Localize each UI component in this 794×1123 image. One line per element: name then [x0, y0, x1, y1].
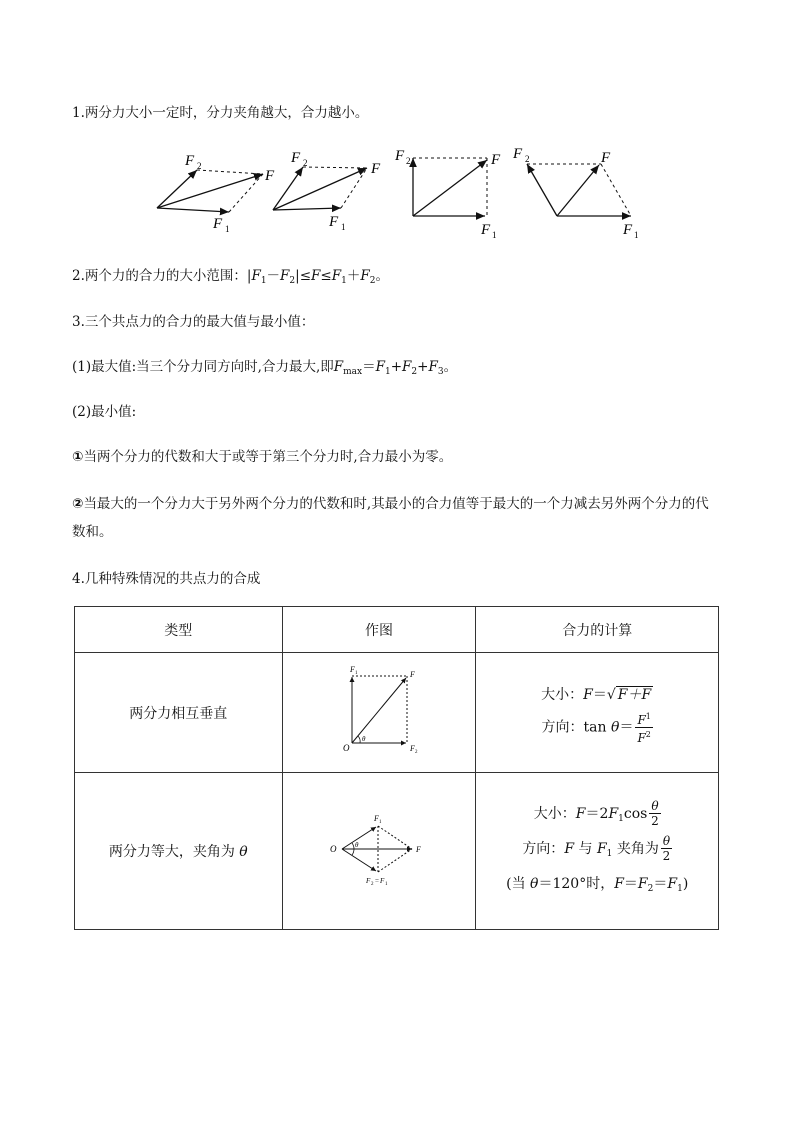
- min-case-2: ②当最大的一个分力大于另外两个分力的代数和时,其最小的合力值等于最大的一个力减去另外两个分力的代数和。: [72, 496, 709, 540]
- svg-text:F: F: [374, 814, 379, 823]
- row2-type: 两分力等大，夹角为 θ: [75, 773, 283, 930]
- min-case-1: ①当两个分力的代数和大于或等于第三个分力时,合力最小为零。: [72, 449, 453, 465]
- section-3-text: 3.三个共点力的合力的最大值与最小值：: [72, 314, 315, 330]
- row2-figure: [282, 773, 476, 930]
- row2-calc: [476, 773, 719, 930]
- svg-text:1: 1: [634, 230, 639, 240]
- svg-text:2: 2: [525, 154, 530, 164]
- section-4-text: 4.几种特殊情况的共点力的合成: [72, 571, 261, 587]
- svg-text:1: 1: [225, 224, 230, 234]
- table-row: [75, 653, 719, 773]
- max-value-text: (1)最大值:当三个分力同方向时,合力最大,即$F_{max}=F_1+F_2+F_3$。: [72, 359, 458, 377]
- section-1-text: 1.两分力大小一定时，分力夹角越大，合力越小。: [72, 105, 369, 121]
- svg-text:2: 2: [371, 882, 374, 887]
- svg-text:F: F: [410, 744, 415, 753]
- svg-text:1: 1: [355, 671, 358, 676]
- diagram-2: [273, 150, 381, 232]
- svg-text:O: O: [330, 844, 337, 854]
- svg-text:F: F: [491, 152, 501, 168]
- row1-direction: 方向：tan θ＝ $\frac{F^1}{F^2}$: [541, 712, 651, 745]
- header-type: 类型: [75, 607, 283, 653]
- special-cases-table: [74, 606, 719, 930]
- svg-text:F: F: [416, 845, 421, 854]
- svg-text:2: 2: [197, 161, 202, 171]
- svg-text:F: F: [623, 222, 633, 238]
- perpendicular-diagram: [334, 663, 424, 758]
- svg-text:F: F: [481, 222, 491, 238]
- svg-text:F: F: [380, 877, 385, 885]
- diagram-4: [512, 146, 639, 240]
- row2-direction: 方向：F 与 $F_1$ 夹角为 $\frac{\theta}{2}$: [522, 834, 671, 863]
- row1-type: 两分力相互垂直: [75, 653, 283, 773]
- row1-figure: [282, 653, 476, 773]
- svg-text:θ: θ: [355, 841, 359, 849]
- svg-text:1: 1: [385, 882, 388, 887]
- label-f1: F: [213, 216, 223, 232]
- svg-text:F: F: [395, 148, 405, 164]
- parallelogram-diagrams: [145, 140, 645, 240]
- row2-note: (当 θ＝120°时，$F=F_2=F_1$): [506, 875, 689, 894]
- label-f2: F: [185, 153, 195, 169]
- svg-text:F: F: [410, 670, 415, 679]
- section-2-text: 2.两个力的合力的大小范围：$|F_1-F_2|\le F\le F_1+F_2$。: [72, 268, 389, 286]
- svg-text:1: 1: [379, 820, 382, 825]
- svg-text:O: O: [343, 743, 350, 753]
- diagram-1: [157, 153, 275, 234]
- svg-text:F: F: [371, 161, 381, 177]
- equal-forces-diagram: [324, 809, 434, 889]
- svg-text:F: F: [291, 150, 301, 166]
- header-figure: 作图: [282, 607, 476, 653]
- svg-text:F: F: [601, 150, 611, 166]
- svg-text:F: F: [329, 214, 339, 230]
- svg-text:2: 2: [406, 156, 411, 166]
- row2-size: 大小：$F=2F_1\cos$ $\frac{\theta}{2}$: [533, 799, 659, 828]
- svg-text:θ: θ: [362, 735, 366, 743]
- svg-text:F: F: [513, 146, 523, 162]
- label-f: F: [265, 168, 275, 184]
- row1-size: 大小：F＝√ F＋F: [541, 687, 652, 703]
- table-row: [75, 773, 719, 930]
- svg-text:=: =: [375, 877, 379, 885]
- svg-text:2: 2: [415, 750, 418, 755]
- svg-text:1: 1: [492, 230, 497, 240]
- svg-text:1: 1: [341, 222, 346, 232]
- svg-text:F: F: [350, 665, 355, 674]
- min-value-text: (2)最小值:: [72, 404, 137, 420]
- table-header-row: [75, 607, 719, 653]
- svg-text:F: F: [366, 877, 371, 885]
- header-calc: 合力的计算: [476, 607, 719, 653]
- row1-calc: [476, 653, 719, 773]
- svg-text:2: 2: [303, 158, 308, 168]
- diagram-3: [394, 148, 501, 240]
